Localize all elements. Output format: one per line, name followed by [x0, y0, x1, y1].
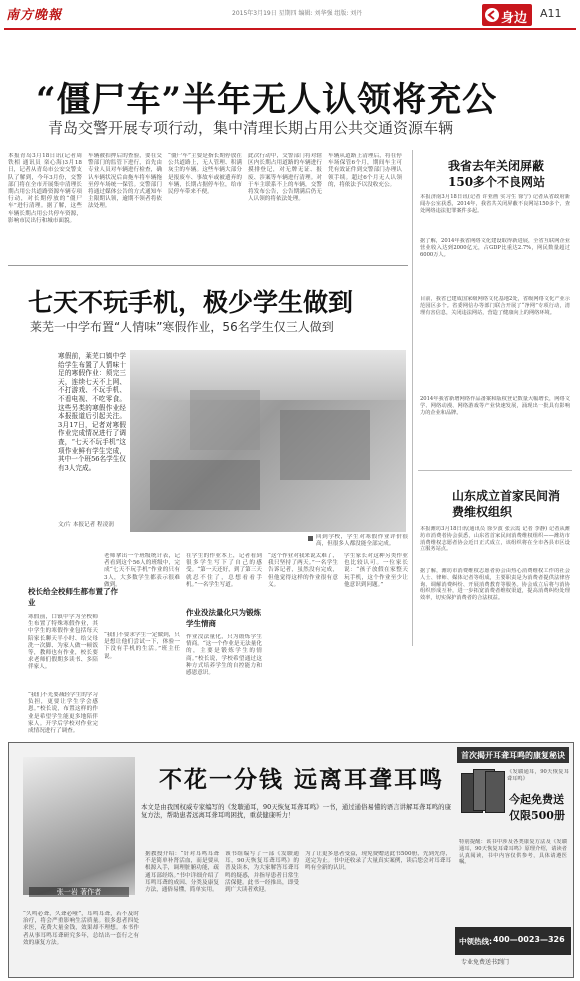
right-top-headline: 我省去年关闭屏蔽150多个不良网站 [448, 159, 546, 189]
lead-col-4: 此次行动中，交警部门将对辖区内长期占用道路的车辆进行摸排登记，对无牌无证、报废、涉案等车辆进行清理。对于车主联系不上的车辆，交警将发布公告，公告期满后仍无人认领的将依法处理。 [248, 153, 322, 203]
right-mid-p1: 本报潍坊3月18日讯(通讯员 徐少波 张云霞 记者 李静) 记者从潍坊市消费者协会获悉，山东省首家民间消费维权组织——潍坊市消费维权志愿者协会近日正式成立，该组织将在全市各县市区设立服务站点。 [420, 526, 570, 553]
ad-right-text: 特别提醒：该书中涉及各类康复方法及《发聩通耳，90天恢复耳聋耳鸣》原理介绍，请读者认真阅读，书中内容仅供参考，具体请遵医嘱。 [459, 839, 567, 866]
ad-col-4: 为了让更多患者受益，现免费赠送此书500册，先到先得，送完为止。书中还收录了大量真实案例，读后您会对耳聋耳鸣有全新的认识。 [305, 851, 451, 872]
ad-col-1: “久鸣必聋，久聋必哑”，耳鸣耳聋，若不及时治疗，将会严重影响生活质量。很多患者四处求医，花费大量金钱，效果却不理想。本书作者从事耳鸣耳聋研究多年，总结出一套行之有效的康复方法。 [23, 911, 139, 946]
page-number: A11 [540, 7, 562, 20]
second-col-1b: “我们不光要减轻学生的学习负担，更要让学生学会感恩。”校长说，布置这样的作业是希望学生能更多地陪伴家人。开学后学校对作业完成情况进行了调查。 [28, 692, 98, 734]
lead-col-3: “僵尸车”主要是指长期停放在公共道路上，无人管理、积满灰尘的车辆。这些车辆大部分是报废车、事故车或被遗弃的车辆，长期占据停车位，给市民停车带来不便。 [168, 153, 242, 196]
header-meta: 2015年3月19日 星期四 编辑: 刘华强 组版: 刘丹 [232, 10, 363, 17]
second-col-2b: “我们不要求学生一定做到，只是想让他们尝试一下，体验一下没有手机的生活。”班主任说。 [104, 632, 180, 660]
right-top-p4: 2014年我省新增网络作品备案和版权登记数量大幅增长，网络文学、网络动漫、网络游戏等产业快速发展，涌现出一批具有影响力的企业和品牌。 [420, 396, 570, 416]
col-heading-1: 校长给全校师生都布置了作业 [28, 587, 118, 607]
section-badge [482, 4, 532, 26]
second-col-5a: 学生家长对这种另类作业也比较认可。一位家长说：“孩子放假在家整天玩手机，这个作业至少让他意识到问题。” [344, 553, 408, 588]
promo-limit: 仅限500册 [509, 809, 565, 822]
book-stack [461, 767, 505, 813]
second-col-1a: 寒假前，口镇中学为全校师生布置了特殊寒假作业，其中学生的寒假作业包括每天陪家长聊天半小时、给父母洗一次脚、为家人做一顿饭等，教师也有作业，校长要求老师们假期多读书、多陪伴家人。 [28, 614, 98, 671]
second-col-4a: “这个作业对我来说太难了，我只坚持了两天。”一名学生告诉记者，虽然没有完成，但他觉得这样的作业很有意义。 [268, 553, 338, 588]
lead-col-2: 车辆被扣押后的查验，要在交警部门的监管下进行，首先由专业人员对车辆进行检查，确认车辆状况后由拖车将车辆拖至停车场统一保管。交警部门将通过媒体公告的方式通知车主限期认领，逾期不领者将依法处理。 [88, 153, 162, 210]
ad-intro: 本文是由我国权威专家编写的《发聩通耳，90天恢复耳聋耳鸣》一书，通过通俗易懂的语言讲解耳聋耳鸣的康复方法，帮助患者远离耳聋耳鸣困扰，重获健康听力！ [141, 803, 451, 819]
ad-col-2: 据教授介绍：“针对耳鸣耳聋不是简单补肾活血，而是要从根源入手，调理脏腑功能，疏通耳部经络。”书中详细介绍了耳鸣耳聋的成因、分类及康复方法，通俗易懂，简单实用。 [145, 851, 219, 894]
book-caption: 《发聩通耳，90天恢复耳聋耳鸣》 [507, 769, 569, 782]
ad-subtitle: 首次揭开耳聋耳鸣的康复秘诀 [461, 751, 565, 760]
lead-col-1: 本报青岛3月18日讯(记者周铁相 通讯员 栾心海)3月18日，记者从青岛市公安交警支队了解到，今年3月份，交警部门将在全市开展集中清理长期占用公共道路资源车辆专项行动，对长期停放的“僵尸车”进行清理。据了解，这些车辆长期占用公共停车资源，影响市民出行和城市面貌。 [8, 153, 82, 224]
photo-caption: 回到学校，学生对寒假作业评价很高，但很多人都没能全部完成。 [316, 534, 408, 548]
second-col-2a: 老师拿出一个班级统计表，记者看到这个56人的班级中，完成“七天不玩手机”作业的只有3人，大多数学生都表示很难做到。 [104, 553, 180, 588]
right-mid-p2: 据了解，潍坊市消费维权志愿者协会由热心消费维权工作的社会人士、律师、媒体记者等组成，主要职责是为消费者提供法律咨询、调解消费纠纷、开展消费教育等服务。协会成立后将与消协组织形成互补，进一步拓宽消费者维权渠道，提高消费纠纷处理效率，切实保护消费者的合法权益。 [420, 568, 570, 602]
second-headline: 七天不玩手机，极少学生做到 [28, 288, 354, 317]
second-intro: 寒假前，莱芜口镇中学给学生布置了人情味十足的寒假作业：须完三天，连续七天不上网、不打游戏、不玩手机、不看电视、不吃零食。这些另类的寒假作业经本报报道后引起关注。3月17日，记者对寒假作业完成情况进行了调查，“七天不玩手机”这项作业鲜有学生完成，其中一个班56名学生仅有3人完成。 [58, 352, 126, 472]
right-top-p2: 据了解，2014年我省网络文化建设取得新进展，全省互联网企业营业收入达到2000亿元，占GDP比重达2.7%，网民数量超过6000万人。 [420, 238, 570, 258]
second-col-3b: 作业没法量化，只为锻炼学生情商。“这一个作业是无法量化的，主要是锻炼学生的情商。”校长说，学校希望通过这种方式培养学生的自控能力和感恩意识。 [186, 634, 262, 677]
second-col-3a: 在学生的作业本上，记者看到很多学生写下了自己的感受。“第一天还好，到了第三天就忍不住了，总想看看手机。”一名学生写道。 [186, 553, 262, 588]
hotline-label: 中领热线: [459, 937, 492, 946]
ad-title: 不花一分钱 远离耳聋耳鸣 [159, 766, 445, 793]
photo-caption-icon [308, 536, 313, 541]
right-top-p3: 目前，我省已建成国家级网络文化基地2处，省级网络文化产业示范园区多个。省委网信办等部门联合开展了“净网”专项行动，清理有害信息，关闭违法网站，营造了健康向上的网络环境。 [420, 296, 570, 316]
second-byline: 文/片 本报记者 程凌润 [58, 522, 114, 528]
section-name: 身边 [501, 11, 528, 26]
lead-headline: “僵尸车”半年无人认领将充公 [36, 80, 498, 120]
ad-frame [8, 742, 574, 978]
lead-col-5: 车辆从道路上清理后，将在停车场保管6个月，期间车主可凭有效证件到交警部门办理认领手续。超过6个月无人认领的，将依法予以没收充公。 [328, 153, 402, 188]
col-heading-2: 作业没法量化只为锻炼学生情商 [186, 608, 261, 628]
classroom-photo [130, 350, 406, 532]
hotline-number: 400—0023—326 [493, 935, 565, 944]
right-mid-headline: 山东成立首家民间消费维权组织 [452, 489, 561, 519]
lead-subhead: 青岛交警开展专项行动，集中清理长期占用公共交通资源车辆 [48, 119, 454, 137]
promo-free: 今起免费送 [509, 793, 564, 806]
right-top-p1: 本报济南3月18日讯(记者 许亚画 实习生 徐宁) 记者从省政府新闻办公室获悉，2014年，我省共关闭屏蔽不良网站150多个，查处网络违法犯罪案件多起。 [420, 194, 570, 214]
hotline-bar[interactable] [455, 927, 571, 955]
author-portrait [23, 757, 135, 895]
masthead-logo: 南方晚報 [6, 8, 63, 23]
header-rule [4, 28, 576, 30]
ad-subtitle-bar [457, 747, 569, 763]
hotline-note: 专业免费送书到门 [461, 959, 510, 966]
second-subhead: 莱芜一中学布置“人情味”寒假作业，56名学生仅三人做到 [30, 320, 334, 334]
section-icon [485, 8, 499, 22]
portrait-caption: 张一岩 著作者 [29, 887, 129, 897]
ad-col-3: 该书组编写了一部《发聩通耳，90天恢复耳聋耳鸣》的普及读本，为大家解答耳聋耳鸣的疑惑，并指导患者日常生活保健。此书一经推出，即受到广大读者欢迎。 [225, 851, 299, 894]
